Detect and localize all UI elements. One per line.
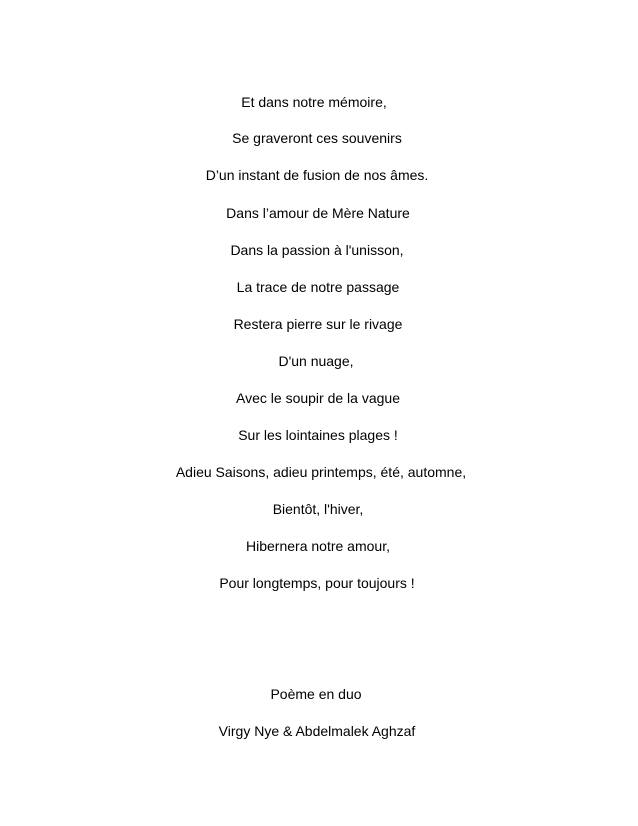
poem-line-1: Et dans notre mémoire, xyxy=(241,94,387,110)
poem-line-4: Dans l’amour de Mère Nature xyxy=(226,205,410,221)
poem-authors: Virgy Nye & Abdelmalek Aghzaf xyxy=(218,723,416,739)
poem-line-2: Se graveront ces souvenirs xyxy=(232,130,402,146)
poem-subtitle: Poème en duo xyxy=(270,686,362,702)
poem-line-5: Dans la passion à l'unisson, xyxy=(230,242,404,258)
poem-line-9: Avec le soupir de la vague xyxy=(236,390,400,406)
poem-line-8: D'un nuage, xyxy=(278,353,354,369)
poem-line-12: Bientôt, l'hiver, xyxy=(272,501,364,517)
poem-line-6: La trace de notre passage xyxy=(236,279,400,295)
poem-line-10: Sur les lointaines plages ! xyxy=(238,427,398,443)
poem-line-3: D’un instant de fusion de nos âmes. xyxy=(205,167,429,183)
poem-line-7: Restera pierre sur le rivage xyxy=(233,316,403,332)
poem-line-13: Hibernera notre amour, xyxy=(246,538,390,554)
poem-line-14: Pour longtemps, pour toujours ! xyxy=(219,575,415,591)
poem-line-11: Adieu Saisons, adieu printemps, été, automne, xyxy=(175,464,467,480)
